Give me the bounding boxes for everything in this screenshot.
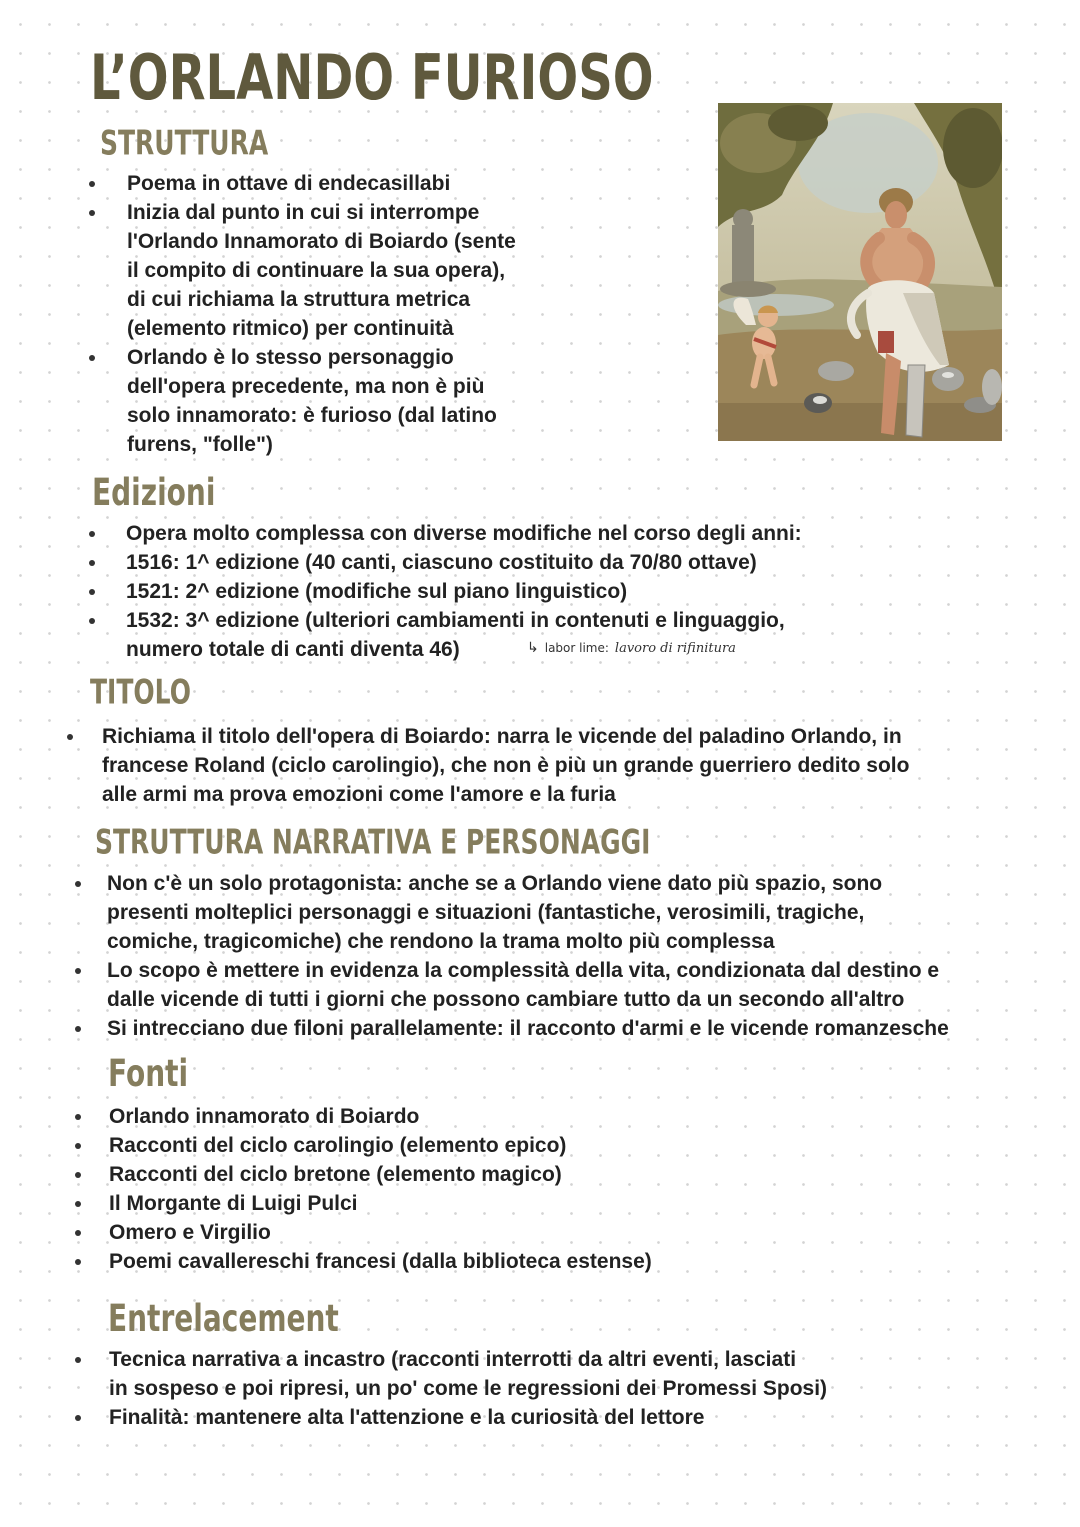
bullet-dot [75, 1230, 81, 1236]
bullet-dot [75, 1114, 81, 1120]
entrelacement-bullet-list [75, 1345, 827, 1432]
text-line: Inizia dal punto in cui si interrompe [127, 201, 480, 224]
bullet-dot [89, 560, 95, 566]
text-line: Racconti del ciclo carolingio (elemento epico) [109, 1134, 567, 1157]
bullet-dot [75, 881, 81, 887]
text-line: francese Roland (ciclo carolingio), che non è più un grande guerriero dedito solo [102, 754, 910, 777]
bullet-dot [89, 181, 95, 187]
text-line: Poema in ottave di endecasillabi [127, 172, 451, 195]
text-line: Opera molto complessa con diverse modifiche nel corso degli anni: [126, 522, 802, 545]
narrativa-bullet-list [75, 869, 949, 1043]
text-line: alle armi ma prova emozioni come l'amore e la furia [102, 783, 616, 806]
list-item [89, 198, 516, 343]
list-item [75, 1189, 652, 1218]
text-line: Si intrecciano due filoni parallelamente: il racconto d'armi e le vicende romanzesche [107, 1017, 949, 1040]
list-item [75, 1345, 827, 1403]
list-item [89, 343, 516, 459]
bullet-dot [89, 531, 95, 537]
bullet-dot [89, 618, 95, 624]
text-line: l'Orlando Innamorato di Boiardo (sente [127, 230, 516, 253]
list-item [67, 722, 909, 809]
page-title: L’ORLANDO FURIOSO [90, 41, 654, 115]
text-line: Racconti del ciclo bretone (elemento magico) [109, 1163, 562, 1186]
list-item [89, 548, 802, 577]
text-line: 1521: 2^ edizione (modifiche sul piano linguistico) [126, 580, 628, 603]
list-item [75, 956, 949, 1014]
list-item [75, 1247, 652, 1276]
list-item [75, 1218, 652, 1247]
section-heading-edizioni: Edizioni [92, 469, 216, 515]
struttura-bullet-list [89, 169, 516, 459]
list-item [75, 1403, 827, 1432]
text-line: in sospeso e poi ripresi, un po' come le regressioni dei Promessi Sposi) [109, 1377, 828, 1400]
list-item [75, 1131, 652, 1160]
bullet-dot [89, 210, 95, 216]
text-line: solo innamorato: è furioso (dal latino [127, 404, 497, 427]
fonti-bullet-list [75, 1102, 652, 1276]
text-line: il compito di continuare la sua opera), [127, 259, 506, 282]
bullet-dot [75, 968, 81, 974]
section-heading-fonti: Fonti [108, 1050, 189, 1096]
text-line: (elemento ritmico) per continuità [127, 317, 454, 340]
text-line: dell'opera precedente, ma non è più [127, 375, 485, 398]
bullet-dot [89, 355, 95, 361]
text-line: presenti molteplici personaggi e situazioni (fantastiche, verosimili, tragiche, [107, 901, 865, 924]
text-line: Il Morgante di Luigi Pulci [109, 1192, 358, 1215]
orlando-painting [718, 103, 1002, 441]
margin-annotation [527, 640, 736, 656]
bullet-dot [75, 1143, 81, 1149]
list-item [89, 577, 802, 606]
text-line: furens, "folle") [127, 433, 273, 456]
bullet-dot [75, 1026, 81, 1032]
text-line: 1532: 3^ edizione (ulteriori cambiamenti in contenuti e linguaggio, [126, 609, 785, 632]
list-item [89, 169, 516, 198]
bullet-dot [75, 1415, 81, 1421]
bullet-dot [75, 1357, 81, 1363]
text-line: Richiama il titolo dell'opera di Boiardo: narra le vicende del paladino Orlando, in [102, 725, 902, 748]
list-item [75, 1160, 652, 1189]
text-line: Non c'è un solo protagonista: anche se a Orlando viene dato più spazio, sono [107, 872, 883, 895]
section-heading-entrelacement: Entrelacement [108, 1295, 339, 1341]
section-heading-narrativa: STRUTTURA NARRATIVA E PERSONAGGI [95, 822, 651, 862]
list-item [75, 1102, 652, 1131]
list-item [75, 869, 949, 956]
text-line: dalle vicende di tutti i giorni che possono cambiare tutto da un secondo all'altro [107, 988, 905, 1011]
bullet-dot [75, 1201, 81, 1207]
text-line: Tecnica narrativa a incastro (racconti interrotti da altri eventi, lasciati [109, 1348, 797, 1371]
text-line: Orlando innamorato di Boiardo [109, 1105, 420, 1128]
text-line: comiche, tragicomiche) che rendono la trama molto più complessa [107, 930, 775, 953]
annotation-definition: lavoro di rifinitura [614, 641, 736, 656]
annotation-term: labor lime: [544, 641, 609, 655]
text-line: numero totale di canti diventa 46) [126, 638, 460, 661]
bullet-dot [89, 589, 95, 595]
text-line: Lo scopo è mettere in evidenza la complessità della vita, condizionata dal destino e [107, 959, 940, 982]
text-line: Poemi cavallereschi francesi (dalla biblioteca estense) [109, 1250, 652, 1273]
list-item [89, 519, 802, 548]
text-line: Omero e Virgilio [109, 1221, 271, 1244]
bullet-dot [75, 1172, 81, 1178]
text-line: Finalità: mantenere alta l'attenzione e la curiosità del lettore [109, 1406, 705, 1429]
list-item [75, 1014, 949, 1043]
text-line: Orlando è lo stesso personaggio [127, 346, 454, 369]
painting-background [718, 103, 1002, 441]
section-heading-struttura: STRUTTURA [100, 123, 269, 163]
bullet-dot [75, 1259, 81, 1265]
text-line: di cui richiama la struttura metrica [127, 288, 471, 311]
bullet-dot [67, 734, 73, 740]
curved-arrow-icon: ↳ [527, 640, 539, 656]
text-line: 1516: 1^ edizione (40 canti, ciascuno costituito da 70/80 ottave) [126, 551, 757, 574]
titolo-bullet-list [67, 722, 909, 809]
section-heading-titolo: TITOLO [90, 672, 191, 712]
